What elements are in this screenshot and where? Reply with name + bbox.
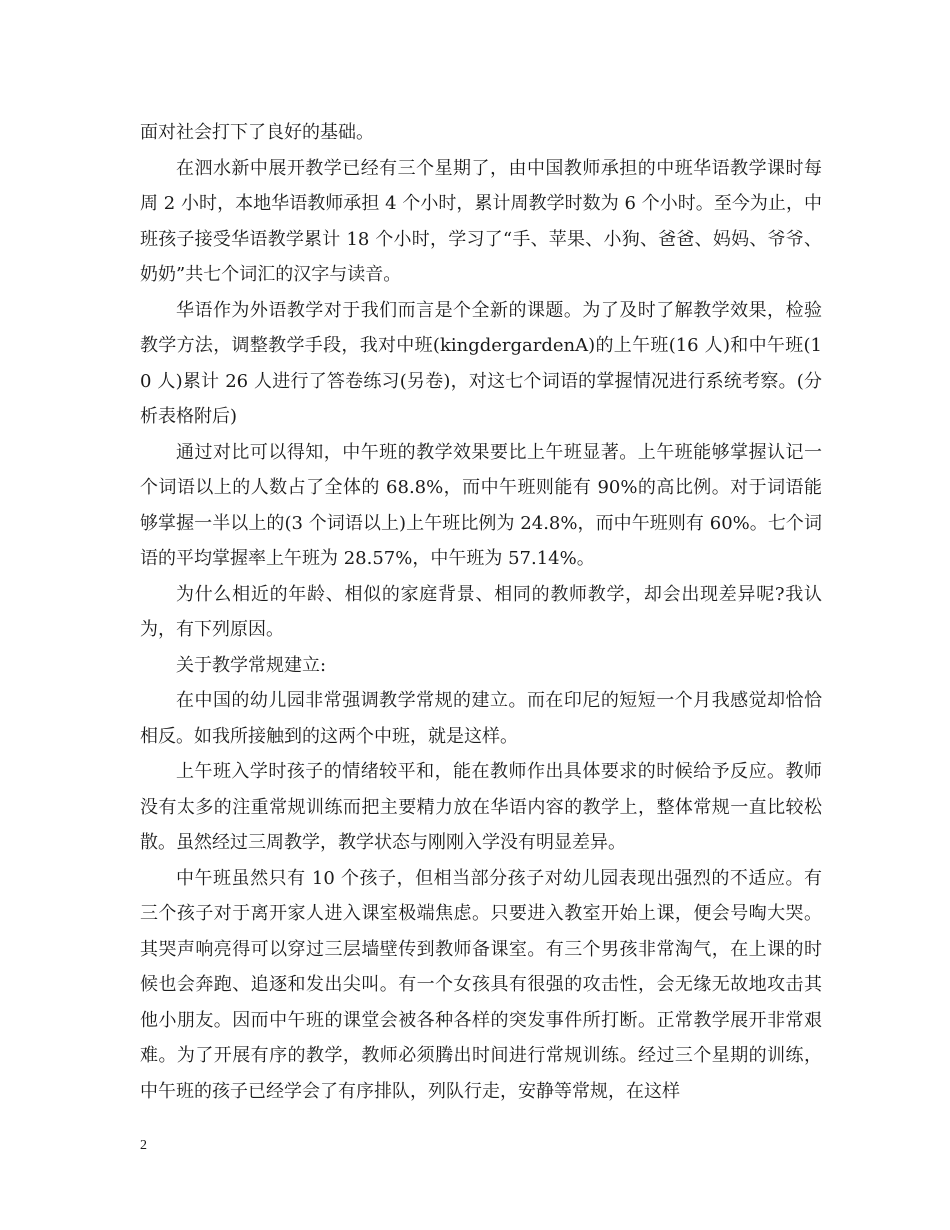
paragraph-morning-class: 上午班入学时孩子的情绪较平和，能在教师作出具体要求的时候给予反应。教师没有太多的注重常规训练而把主要精力放在华语内容的教学上，整体常规一直比较松散。虽然经过三周教学，教学状态与刚刚入学没有明显差异。 — [140, 761, 822, 853]
page-number: 2 — [140, 1138, 147, 1153]
paragraph-continuation: 面对社会打下了良好的基础。 — [140, 122, 374, 143]
paragraph-subheading-routine: 关于教学常规建立: — [176, 654, 327, 676]
paragraph-routine-contrast: 在中国的幼儿园非常强调教学常规的建立。而在印尼的短短一个月我感觉却恰恰相反。如我所接触到的这两个中班，就是这样。 — [140, 690, 822, 747]
paragraph-teaching-hours: 在泗水新中展开教学已经有三个星期了，由中国教师承担的中班华语教学课时每周 2 小时，本地华语教师承担 4 个小时，累计周教学时数为 6 个小时。至今为止，中班孩子接受华语教学累计 18 个小时，学习了“手、苹果、小狗、爸爸、妈妈、爷爷、奶奶”共七个词汇的汉字与读音。 — [140, 157, 822, 285]
paragraph-comparison-results: 通过对比可以得知，中午班的教学效果要比上午班显著。上午班能够掌握认记一个词语以上的人数占了全体的 68.8%，而中午班则能有 90%的高比例。对于词语能够掌握一半以上的(3 个词语以上)上午班比例为 24.8%，而中午班则有 60%。七个词语的平均掌握率上午班为 28.57%，中午班为 57.14%。 — [140, 441, 822, 569]
paragraph-assessment: 华语作为外语教学对于我们而言是个全新的课题。为了及时了解教学效果，检验教学方法，调整教学手段，我对中班(kingdergardenA)的上午班(16 人)和中午班(10 人)累计 26 人进行了答卷练习(另卷)，对这七个词语的掌握情况进行系统考察。(分析表格附后) — [140, 299, 822, 427]
body-text — [140, 115, 822, 1109]
paragraph-noon-class: 中午班虽然只有 10 个孩子，但相当部分孩子对幼儿园表现出强烈的不适应。有三个孩子对于离开家人进入课室极端焦虑。只要进入教室开始上课，便会号啕大哭。其哭声响亮得可以穿过三层墙壁传到教师备课室。有三个男孩非常淘气，在上课的时候也会奔跑、追逐和发出尖叫。有一个女孩具有很强的攻击性，会无缘无故地攻击其他小朋友。因而中午班的课堂会被各种各样的突发事件所打断。正常教学展开非常艰难。为了开展有序的教学，教师必须腾出时间进行常规训练。经过三个星期的训练，中午班的孩子已经学会了有序排队，列队行走，安静等常规，在这样 — [140, 867, 822, 1102]
paragraph-question: 为什么相近的年龄、相似的家庭背景、相同的教师教学，却会出现差异呢?我认为，有下列原因。 — [140, 583, 822, 640]
